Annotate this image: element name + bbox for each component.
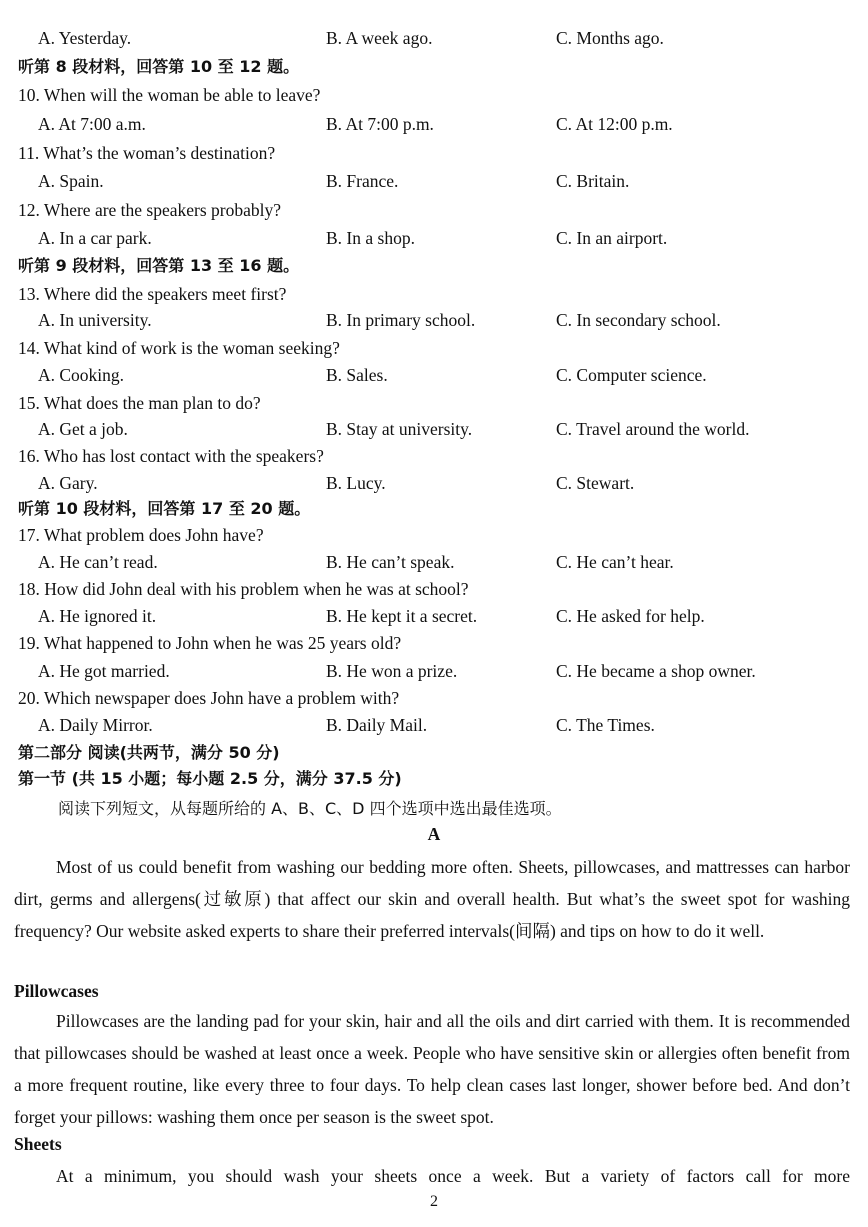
section-header: 听第 8 段材料，回答第 10 至 12 题。 xyxy=(18,57,300,76)
option-a: A. Yesterday. xyxy=(38,28,132,48)
option-c: C. He became a shop owner. xyxy=(556,661,756,681)
option-c: C. In secondary school. xyxy=(556,310,721,330)
option-b: B. Lucy. xyxy=(326,473,386,493)
option-c: C. Britain. xyxy=(556,171,630,191)
option-c: C. Months ago. xyxy=(556,28,664,48)
option-c: C. He can’t hear. xyxy=(556,552,674,572)
option-b: B. Sales. xyxy=(326,365,388,385)
option-a: A. Gary. xyxy=(38,473,98,493)
part-2-header-row xyxy=(0,740,868,766)
option-b: B. He won a prize. xyxy=(326,661,458,681)
option-c: C. He asked for help. xyxy=(556,606,705,626)
question-row xyxy=(0,576,868,602)
question-row xyxy=(0,522,868,548)
options-row xyxy=(0,225,868,251)
part-header: 第二部分 阅读(共两节，满分 50 分) xyxy=(18,743,280,762)
options-row xyxy=(0,111,868,137)
question-row xyxy=(0,443,868,469)
option-b: B. Stay at university. xyxy=(326,419,473,439)
option-c: C. In an airport. xyxy=(556,228,668,248)
page-number: 2 xyxy=(430,1193,438,1210)
section-header: 听第 10 段材料，回答第 17 至 20 题。 xyxy=(18,499,311,518)
intro-paragraph: Most of us could benefit from washing our bedding more often. Sheets, pillowcases, and mattresses can harbor dirt, germs and allergens(过敏原) that affect our skin and overall health. But what’s the sweet spot for washing frequency? Our website asked experts to share their preferred intervals(间隔) and tips on how to do it well. xyxy=(14,857,850,941)
sheets-paragraph: At a minimum, you should wash your sheets once a week. But a variety of factors call for more xyxy=(56,1166,850,1186)
option-a: A. Spain. xyxy=(38,171,104,191)
question-row xyxy=(0,281,868,307)
option-a: A. Get a job. xyxy=(38,419,128,439)
option-c: C. Computer science. xyxy=(556,365,707,385)
option-b: B. Daily Mail. xyxy=(326,715,428,735)
pillowcases-paragraph: Pillowcases are the landing pad for your skin, hair and all the oils and dirt carried with them. It is recommended that pillowcases should be washed at least once a week. People who have sensitive skin or allergies often benefit from a more frequent routine, like every three to four days. To help clean cases last longer, shower before bed. And don’t forget your pillows: washing them once per season is the sweet spot. xyxy=(14,1011,850,1127)
passage-title: A xyxy=(427,824,441,844)
question-text: 15. What does the man plan to do? xyxy=(18,393,261,413)
question-row xyxy=(0,140,868,166)
option-b: B. At 7:00 p.m. xyxy=(326,114,434,134)
section-header: 听第 9 段材料，回答第 13 至 16 题。 xyxy=(18,256,300,275)
option-b: B. A week ago. xyxy=(326,28,433,48)
question-row xyxy=(0,685,868,711)
option-a: A. He can’t read. xyxy=(38,552,158,572)
sheets-heading: Sheets xyxy=(14,1134,62,1154)
question-text: 18. How did John deal with his problem when he was at school? xyxy=(18,579,469,599)
question-text: 11. What’s the woman’s destination? xyxy=(18,143,276,163)
section-10-header-row xyxy=(0,496,868,522)
question-text: 20. Which newspaper does John have a problem with? xyxy=(18,688,400,708)
question-text: 16. Who has lost contact with the speakers? xyxy=(18,446,324,466)
question-row xyxy=(0,335,868,361)
option-b: B. He can’t speak. xyxy=(326,552,455,572)
question-text: 19. What happened to John when he was 25 years old? xyxy=(18,633,402,653)
pillowcases-heading: Pillowcases xyxy=(14,981,99,1001)
options-row xyxy=(0,416,868,442)
option-a: A. He got married. xyxy=(38,661,170,681)
option-b: B. In primary school. xyxy=(326,310,476,330)
options-row xyxy=(0,168,868,194)
instruction-row xyxy=(0,796,868,822)
options-row xyxy=(0,470,868,496)
q9-options-row xyxy=(0,25,868,51)
section-9-header-row xyxy=(0,253,868,279)
instruction-text: 阅读下列短文，从每题所给的 A、B、C、D 四个选项中选出最佳选项。 xyxy=(58,799,562,818)
options-row xyxy=(0,362,868,388)
question-row xyxy=(0,390,868,416)
question-text: 17. What problem does John have? xyxy=(18,525,264,545)
options-row xyxy=(0,658,868,684)
question-text: 14. What kind of work is the woman seeking? xyxy=(18,338,340,358)
option-a: A. Cooking. xyxy=(38,365,125,385)
option-a: A. In university. xyxy=(38,310,152,330)
option-a: A. In a car park. xyxy=(38,228,152,248)
section-8-header-row xyxy=(0,54,868,80)
section-header: 第一节 (共 15 小题；每小题 2.5 分，满分 37.5 分) xyxy=(18,769,402,788)
option-c: C. The Times. xyxy=(556,715,655,735)
option-a: A. He ignored it. xyxy=(38,606,157,626)
section-1-header-row xyxy=(0,766,868,792)
option-b: B. In a shop. xyxy=(326,228,415,248)
option-c: C. At 12:00 p.m. xyxy=(556,114,673,134)
question-row xyxy=(0,197,868,223)
options-row xyxy=(0,712,868,738)
question-text: 10. When will the woman be able to leave? xyxy=(18,85,321,105)
question-row xyxy=(0,630,868,656)
option-a: A. Daily Mirror. xyxy=(38,715,153,735)
question-text: 12. Where are the speakers probably? xyxy=(18,200,282,220)
options-row xyxy=(0,307,868,333)
option-b: B. France. xyxy=(326,171,399,191)
question-row xyxy=(0,82,868,108)
option-b: B. He kept it a secret. xyxy=(326,606,478,626)
options-row xyxy=(0,549,868,575)
question-text: 13. Where did the speakers meet first? xyxy=(18,284,287,304)
option-c: C. Travel around the world. xyxy=(556,419,750,439)
option-a: A. At 7:00 a.m. xyxy=(38,114,146,134)
option-c: C. Stewart. xyxy=(556,473,635,493)
options-row xyxy=(0,603,868,629)
